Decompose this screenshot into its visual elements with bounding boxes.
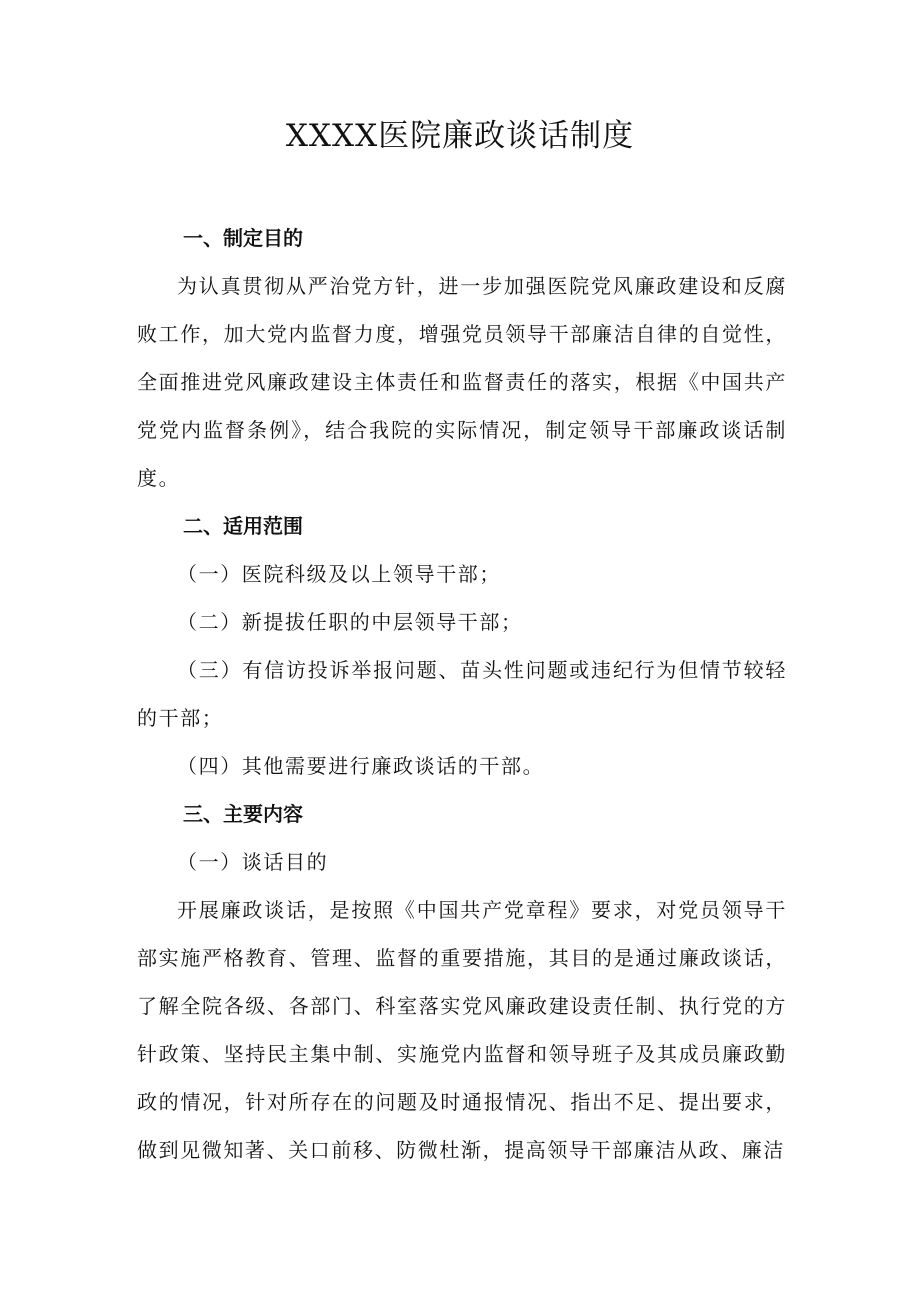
subsection-heading: （一）谈话目的	[177, 850, 329, 874]
list-item: （四）其他需要进行廉政谈话的干部。	[177, 754, 545, 778]
section-heading: 三、主要内容	[183, 802, 303, 826]
section-scope	[137, 502, 787, 790]
section-main-content	[137, 790, 787, 1174]
section-paragraph: 开展廉政谈话，是按照《中国共产党章程》要求，对党员领导干部实施严格教育、管理、监督的重要措施，其目的是通过廉政谈话，了解全院各级、各部门、科室落实党风廉政建设责任制、执行党的方针政策、坚持民主集中制、实施党内监督和领导班子及其成员廉政勤政的情况，针对所存在的问题及时通报情况、指出不足、提出要求，做到见微知著、关口前移、防微杜渐，提高领导干部廉洁从政、廉洁	[137, 898, 787, 1162]
list-item: （三）有信访投诉举报问题、苗头性问题或违纪行为但情节较轻的干部；	[137, 658, 787, 730]
section-heading: 一、制定目的	[183, 226, 303, 250]
section-purpose	[137, 214, 787, 502]
list-item: （二）新提拔任职的中层领导干部；	[177, 610, 523, 634]
list-item: （一）医院科级及以上领导干部；	[177, 562, 501, 586]
document-body	[137, 214, 787, 1174]
section-paragraph: 为认真贯彻从严治党方针，进一步加强医院党风廉政建设和反腐败工作，加大党内监督力度，增强党员领导干部廉洁自律的自觉性，全面推进党风廉政建设主体责任和监督责任的落实，根据《中国共产党党内监督条例》，结合我院的实际情况，制定领导干部廉政谈话制度。	[137, 274, 787, 490]
section-heading: 二、适用范围	[183, 514, 303, 538]
document-title: XXXX医院廉政谈话制度	[285, 118, 635, 154]
